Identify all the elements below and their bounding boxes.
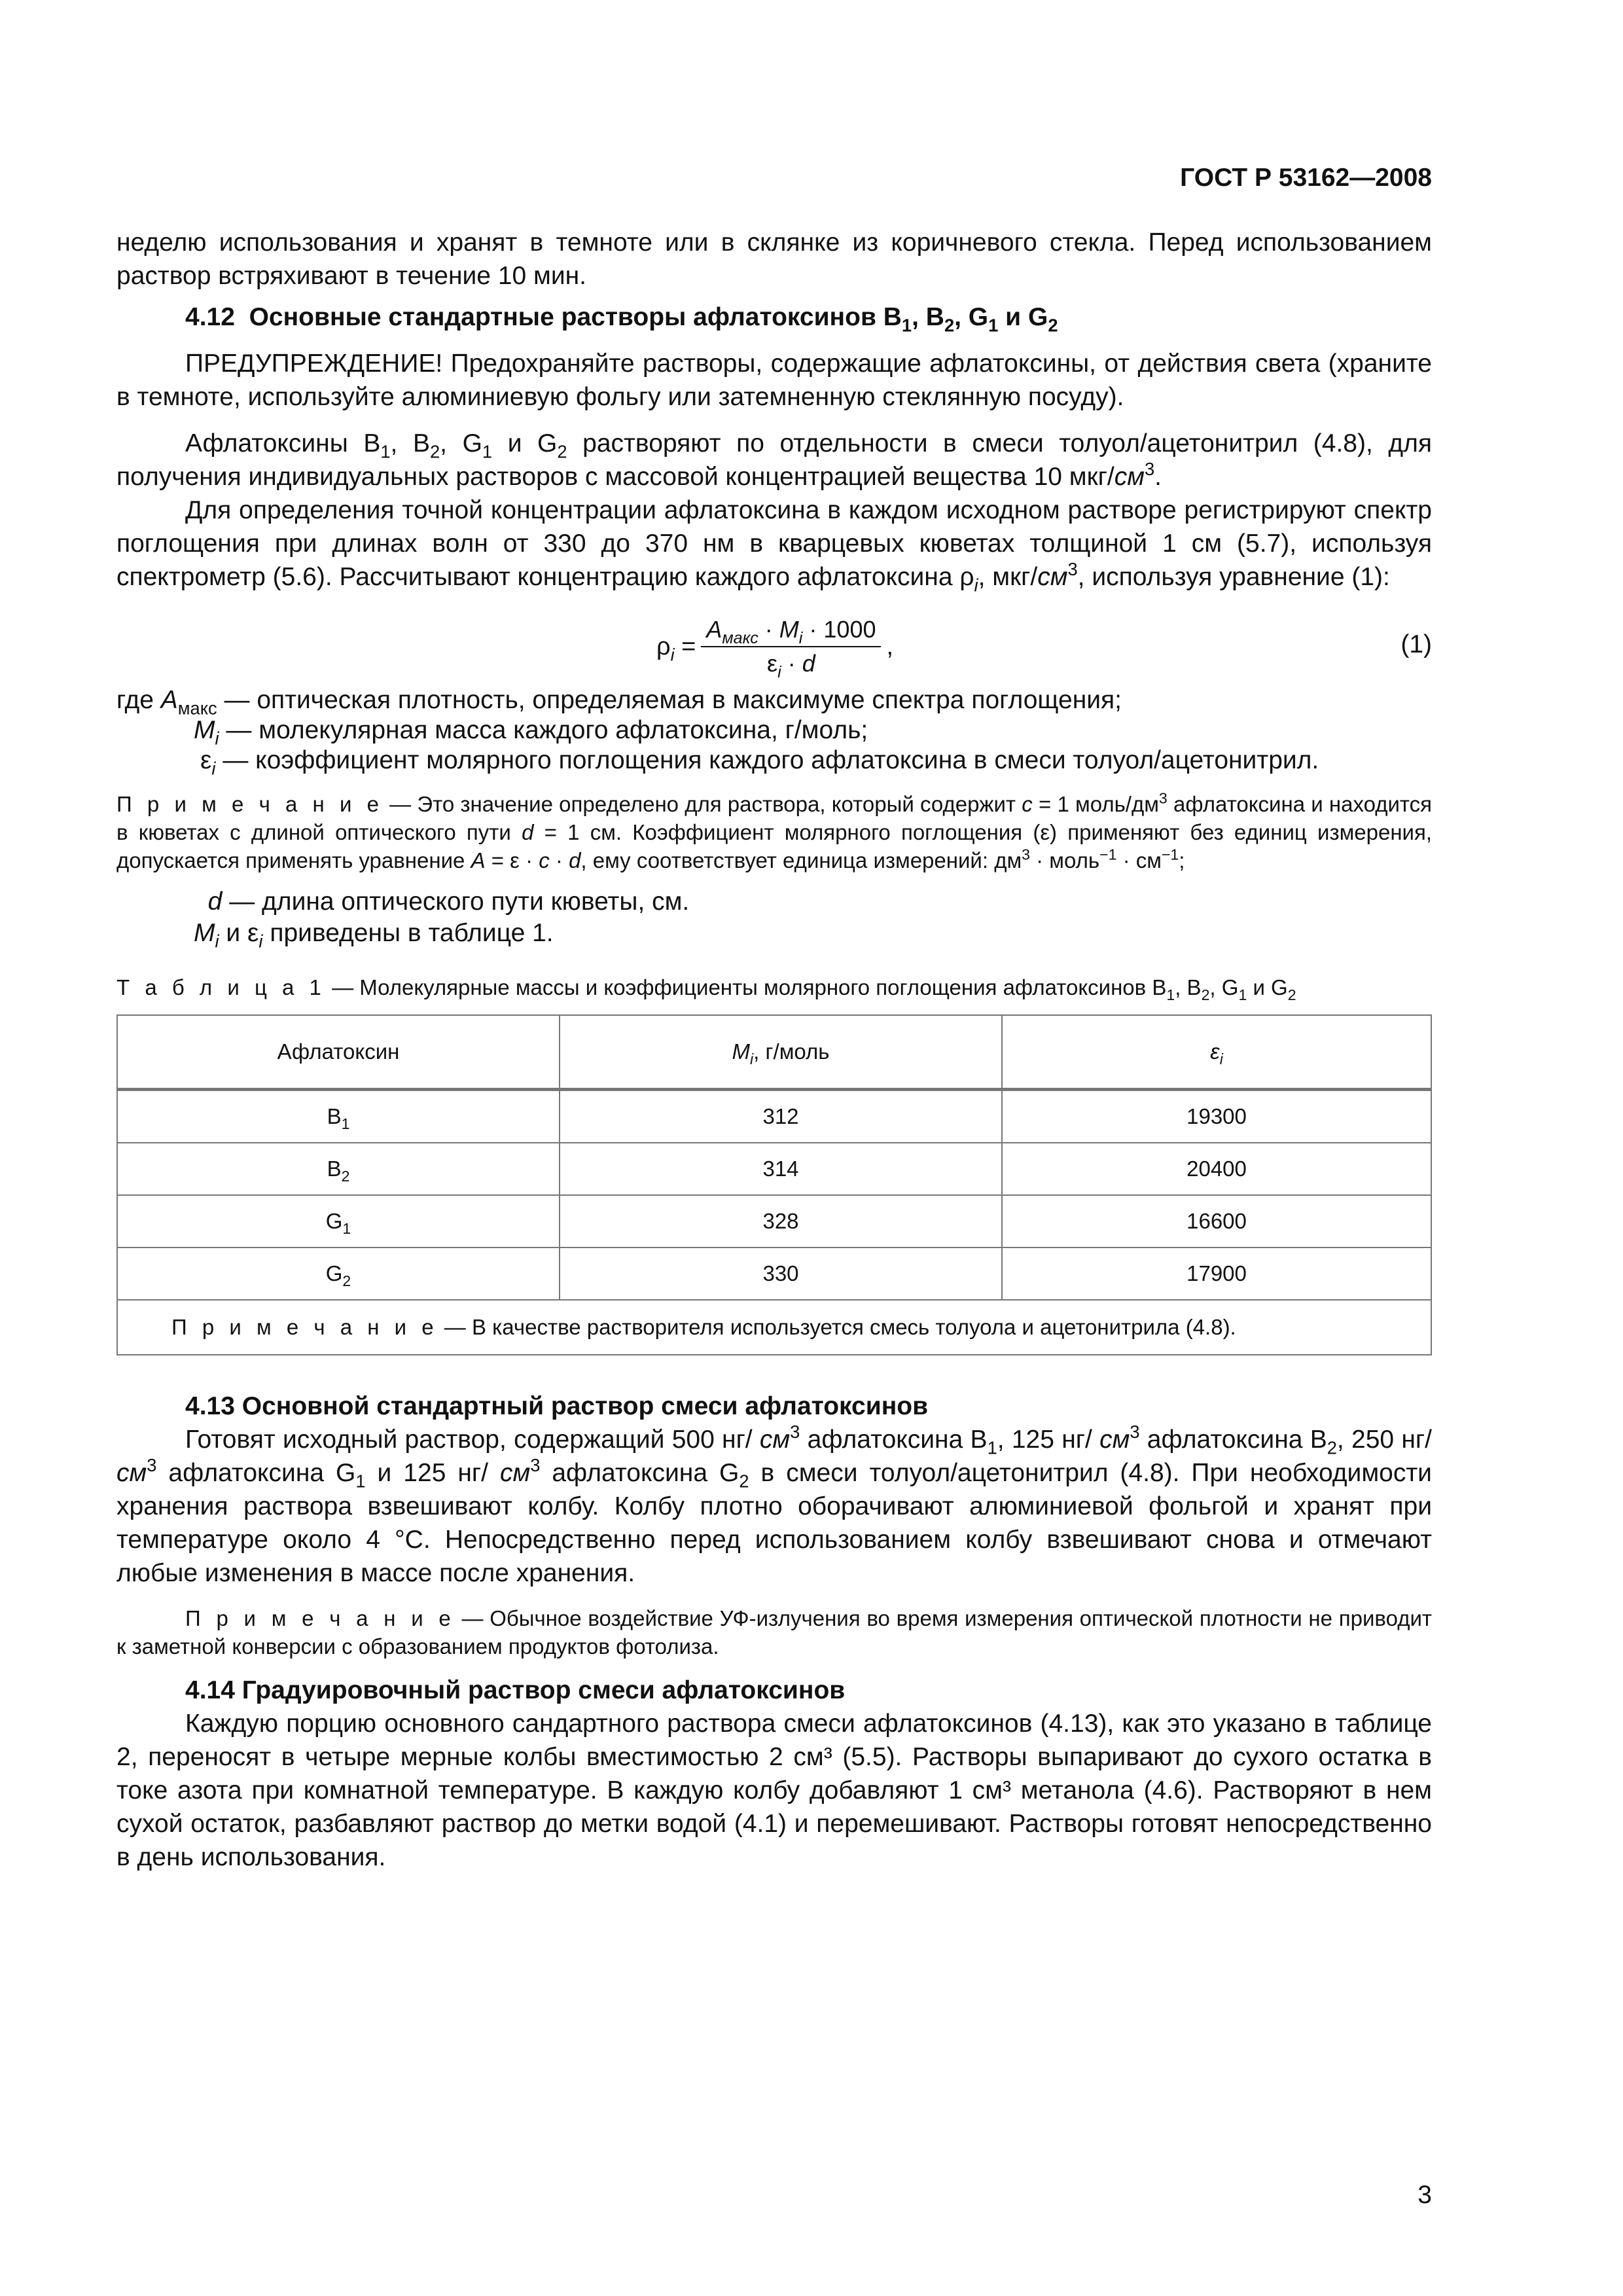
equation-1 <box>116 604 1432 681</box>
intro-paragraph: неделю использования и хранят в темноте или в склянке из коричневого стекла. Перед использованием раствор встряхивают в течение 10 мин. <box>116 228 1432 290</box>
table-1 <box>116 1014 1432 1355</box>
table-1-caption: Т а б л и ц а 1 — Молекулярные массы и коэффициенты молярного поглощения афлатоксинов $B_1$, $B_2$, $G_1$ и $G_2$ <box>116 975 1296 1004</box>
col-molar-mass: $M_i$, г/моль <box>560 1015 1002 1090</box>
table-row: $G_1$ 328 16600 <box>117 1195 1431 1247</box>
col-aflatoxin: Афлатоксин <box>117 1015 560 1090</box>
section-4-13-body: Готовят исходный раствор, содержащий 500 нг/ $см^3$ афлатоксина $B_1$, 125 нг/ $см^3$ афлатоксина $B_2$, 250 нг/ $см^3$ афлатоксина $G_1$ и 125 нг/ $см^3$ афлатоксина $G_2$ в смеси толуол/ацетонитрил (4.8). При необходимости хранения раствора взвешивают колбу. Колбу плотно оборачивают алюминиевой фольгой и хранят при температуре около 4 °C. Непосредственно перед использованием колбу взвешивают снова и отмечают любые изменения в массе после хранения. <box>116 1422 1432 1587</box>
table-note-row: П р и м е ч а н и е — В качестве растворителя используется смесь толуола и ацетонитрила (4.8). <box>117 1300 1431 1355</box>
table-header-row <box>117 1015 1431 1090</box>
def-d: d — длина оптического пути кюветы, см. <box>207 888 690 916</box>
section-4-12-title: 4.12 Основные стандартные растворы афлатоксинов $B_1$, $B_2$, $G_1$ и $G_2$ <box>185 303 1058 336</box>
table-row: $G_2$ 330 17900 <box>117 1247 1431 1300</box>
section-4-14-body: Каждую порцию основного сандартного раствора смеси афлатоксинов (4.13), как это указано в таблице 2, переносят в четыре мерные колбы вместимостью 2 см³ (5.5). Растворы выпаривают до сухого остатка в токе азота при комнатной температуре. В каждую колбу добавляют 1 см³ метанола (4.6). Растворяют в нем сухой остаток, разбавляют раствор до метки водой (4.1) и перемешивают. Растворы готовят непосредственно в день использования. <box>116 1710 1432 1871</box>
concentration-paragraph: Для определения точной концентрации афлатоксина в каждом исходном растворе регистрируют спектр поглощения при длинах волн от 330 до 370 нм в кварцевых кюветах толщиной 1 см (5.7), используя спектрометр (5.6). Рассчитывают концентрацию каждого афлатоксина $\rho_i$, мкг/$см^3$, используя уравнение (1): <box>116 496 1432 596</box>
where-m-i: $M_i$ — молекулярная масса каждого афлатоксина, г/моль; <box>194 716 868 749</box>
equation-number: (1) <box>1400 630 1432 658</box>
where-epsilon: $\varepsilon_i$ — коэффициент молярного поглощения каждого афлатоксина в смеси толуол/ацетонитрил. <box>200 746 1319 779</box>
def-m: $M_i$ и $\varepsilon_i$ приведены в таблице 1. <box>194 919 554 952</box>
section-4-13-title: 4.13 Основной стандартный раствор смеси афлатоксинов <box>185 1392 929 1420</box>
col-epsilon: $\varepsilon_i$ <box>1002 1015 1431 1090</box>
table-row: $B_2$ 314 20400 <box>117 1143 1431 1195</box>
page <box>116 0 1432 2296</box>
section-4-14-title: 4.14 Градуировочный раствор смеси афлатоксинов <box>185 1676 846 1704</box>
table-row: $B_1$ 312 19300 <box>117 1090 1431 1143</box>
definitions <box>116 886 1432 952</box>
equation-expression: $\rho_i$ = $\frac{A_{макс} \cdot M_i \cdot 1000}{\varepsilon_i \cdot d}$ , <box>656 616 894 681</box>
page-content <box>116 226 1432 1874</box>
note-extinction: П р и м е ч а н и е — Это значение определено для раствора, который содержит c = 1 моль/$дм^3$ афлатоксина и находится в кюветах с длиной оптического пути d = 1 см. Коэффициент молярного поглощения (ε) применяют без единиц измерения, допускается применять уравнение A = ε · c · d, ему соответствует единица измерений: $дм^3$ · моль$^{-1}$ · $см^{-1}$; <box>116 789 1433 872</box>
page-number: 3 <box>1418 2181 1432 2209</box>
note-uv: П р и м е ч а н и е — Обычное воздействие УФ-излучения во время измерения оптической плотности не приводит к заметной конверсии с образованием продуктов фотолиза. <box>116 1606 1432 1659</box>
document-header: ГОСТ Р 53162—2008 <box>1180 164 1432 192</box>
warning-paragraph: ПРЕДУПРЕЖДЕНИЕ! Предохраняйте растворы, содержащие афлатоксины, от действия света (храните в темноте, используйте алюминиевую фольгу или затемненную стеклянную посуду). <box>116 350 1432 411</box>
where-a-max: где $A_{макс}$ — оптическая плотность, определяемая в максимуме спектра поглощения; <box>116 686 1122 719</box>
where-list <box>116 685 1432 779</box>
aflatoxins-paragraph: Афлатоксины $B_1$, $B_2$, $G_1$ и $G_2$ растворяют по отдельности в смеси толуол/ацетонитрил (4.8), для получения индивидуальных растворов с массовой концентрацией вещества 10 мкг/$см^3$. <box>116 429 1433 491</box>
